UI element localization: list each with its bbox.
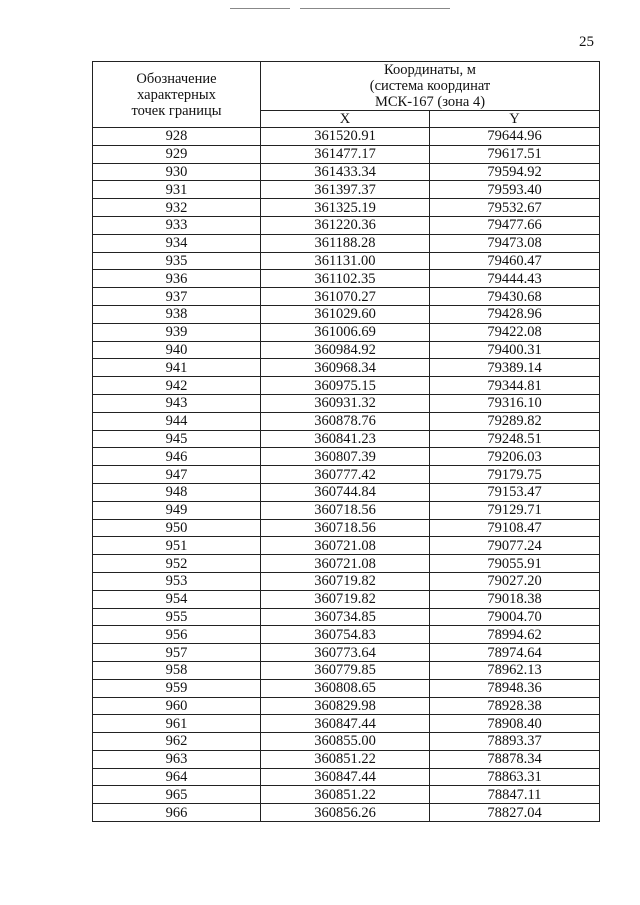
x-coordinate-cell: 360847.44 — [261, 768, 430, 786]
point-id-cell: 936 — [93, 270, 261, 288]
x-coordinate-cell: 360968.34 — [261, 359, 430, 377]
table-row — [93, 341, 600, 359]
coordinates-header — [261, 62, 600, 111]
x-coordinate-cell: 360744.84 — [261, 483, 430, 501]
table-row — [93, 626, 600, 644]
table-row — [93, 715, 600, 733]
x-coordinate-cell: 361325.19 — [261, 199, 430, 217]
x-coordinate-cell: 360779.85 — [261, 661, 430, 679]
x-coordinate-cell: 360719.82 — [261, 590, 430, 608]
y-coordinate-cell: 79460.47 — [430, 252, 600, 270]
point-id-cell: 948 — [93, 483, 261, 501]
table-body — [93, 128, 600, 822]
point-id-cell: 928 — [93, 128, 261, 146]
table-row — [93, 519, 600, 537]
table-row — [93, 199, 600, 217]
point-id-cell: 959 — [93, 679, 261, 697]
y-coordinate-cell: 79400.31 — [430, 341, 600, 359]
table-row — [93, 750, 600, 768]
table-row — [93, 323, 600, 341]
table-row — [93, 644, 600, 662]
table-row — [93, 288, 600, 306]
point-id-cell: 957 — [93, 644, 261, 662]
x-coordinate-cell: 360777.42 — [261, 466, 430, 484]
x-coordinate-cell: 360754.83 — [261, 626, 430, 644]
point-id-cell: 961 — [93, 715, 261, 733]
table-row — [93, 697, 600, 715]
y-coordinate-cell: 79206.03 — [430, 448, 600, 466]
table-row — [93, 412, 600, 430]
y-coordinate-cell: 78847.11 — [430, 786, 600, 804]
y-coordinate-cell: 78974.64 — [430, 644, 600, 662]
table-row — [93, 359, 600, 377]
table-row — [93, 128, 600, 146]
point-id-cell: 956 — [93, 626, 261, 644]
table-row — [93, 483, 600, 501]
point-id-cell: 952 — [93, 555, 261, 573]
x-coordinate-cell: 360984.92 — [261, 341, 430, 359]
point-id-cell: 934 — [93, 234, 261, 252]
y-coordinate-cell: 79422.08 — [430, 323, 600, 341]
table-row — [93, 163, 600, 181]
x-coordinate-cell: 360841.23 — [261, 430, 430, 448]
y-coordinate-cell: 79129.71 — [430, 501, 600, 519]
table-row — [93, 786, 600, 804]
y-coordinate-cell: 79055.91 — [430, 555, 600, 573]
table-row — [93, 501, 600, 519]
x-coordinate-cell: 361397.37 — [261, 181, 430, 199]
x-coordinate-cell: 361520.91 — [261, 128, 430, 146]
table-row — [93, 181, 600, 199]
point-id-cell: 947 — [93, 466, 261, 484]
point-id-cell: 954 — [93, 590, 261, 608]
x-coordinate-cell: 361029.60 — [261, 305, 430, 323]
x-coordinate-cell: 360734.85 — [261, 608, 430, 626]
table-row — [93, 234, 600, 252]
point-label-line: точек границы — [131, 102, 222, 119]
x-coordinate-cell: 361220.36 — [261, 216, 430, 234]
point-id-cell: 933 — [93, 216, 261, 234]
table-row — [93, 430, 600, 448]
point-id-cell: 951 — [93, 537, 261, 555]
point-id-cell: 949 — [93, 501, 261, 519]
y-coordinate-cell: 79027.20 — [430, 572, 600, 590]
point-id-cell: 965 — [93, 786, 261, 804]
point-id-cell: 929 — [93, 145, 261, 163]
x-column-header: X — [261, 111, 430, 128]
table-row — [93, 537, 600, 555]
x-coordinate-cell: 360856.26 — [261, 804, 430, 822]
point-id-cell: 963 — [93, 750, 261, 768]
x-coordinate-cell: 360878.76 — [261, 412, 430, 430]
y-coordinate-cell: 79179.75 — [430, 466, 600, 484]
table-row — [93, 305, 600, 323]
y-coordinate-cell: 79444.43 — [430, 270, 600, 288]
point-id-cell: 932 — [93, 199, 261, 217]
point-id-cell: 939 — [93, 323, 261, 341]
y-coordinate-cell: 79344.81 — [430, 377, 600, 395]
table-row — [93, 145, 600, 163]
x-coordinate-cell: 360807.39 — [261, 448, 430, 466]
point-label-line: характерных — [137, 86, 216, 103]
y-coordinate-cell: 79430.68 — [430, 288, 600, 306]
y-coordinate-cell: 78863.31 — [430, 768, 600, 786]
table-row — [93, 377, 600, 395]
y-coordinate-cell: 78994.62 — [430, 626, 600, 644]
x-coordinate-cell: 360829.98 — [261, 697, 430, 715]
coordinates-label-line: МСК-167 (зона 4) — [374, 94, 486, 110]
point-label-line: Обозначение — [136, 70, 217, 87]
coordinates-table — [92, 61, 600, 822]
point-id-cell: 950 — [93, 519, 261, 537]
point-id-cell: 930 — [93, 163, 261, 181]
point-id-cell: 938 — [93, 305, 261, 323]
y-coordinate-cell: 79617.51 — [430, 145, 600, 163]
x-coordinate-cell: 360719.82 — [261, 572, 430, 590]
y-coordinate-cell: 78878.34 — [430, 750, 600, 768]
table-row — [93, 448, 600, 466]
table-row — [93, 394, 600, 412]
table-row — [93, 466, 600, 484]
y-coordinate-cell: 79428.96 — [430, 305, 600, 323]
top-divider — [230, 8, 290, 9]
x-coordinate-cell: 361131.00 — [261, 252, 430, 270]
y-coordinate-cell: 79004.70 — [430, 608, 600, 626]
point-id-cell: 937 — [93, 288, 261, 306]
coordinates-label-line: Координаты, м — [384, 62, 476, 78]
table-row — [93, 661, 600, 679]
y-coordinate-cell: 78893.37 — [430, 733, 600, 751]
table-row — [93, 608, 600, 626]
x-coordinate-cell: 361188.28 — [261, 234, 430, 252]
x-coordinate-cell: 360847.44 — [261, 715, 430, 733]
x-coordinate-cell: 360721.08 — [261, 537, 430, 555]
y-coordinate-cell: 79477.66 — [430, 216, 600, 234]
table-row — [93, 572, 600, 590]
point-id-cell: 944 — [93, 412, 261, 430]
x-coordinate-cell: 361433.34 — [261, 163, 430, 181]
point-id-cell: 953 — [93, 572, 261, 590]
point-id-cell: 940 — [93, 341, 261, 359]
top-divider — [300, 8, 450, 9]
y-coordinate-cell: 79108.47 — [430, 519, 600, 537]
y-coordinate-cell: 79077.24 — [430, 537, 600, 555]
point-id-cell: 966 — [93, 804, 261, 822]
x-coordinate-cell: 361102.35 — [261, 270, 430, 288]
table-row — [93, 252, 600, 270]
table-row — [93, 216, 600, 234]
page-number: 25 — [579, 34, 594, 50]
y-coordinate-cell: 79389.14 — [430, 359, 600, 377]
point-id-cell: 935 — [93, 252, 261, 270]
point-label-header — [93, 62, 261, 128]
x-coordinate-cell: 360975.15 — [261, 377, 430, 395]
point-id-cell: 960 — [93, 697, 261, 715]
point-id-cell: 964 — [93, 768, 261, 786]
y-coordinate-cell: 78948.36 — [430, 679, 600, 697]
y-coordinate-cell: 79248.51 — [430, 430, 600, 448]
x-coordinate-cell: 360773.64 — [261, 644, 430, 662]
x-coordinate-cell: 361070.27 — [261, 288, 430, 306]
point-id-cell: 931 — [93, 181, 261, 199]
y-coordinate-cell: 79594.92 — [430, 163, 600, 181]
point-id-cell: 941 — [93, 359, 261, 377]
point-id-cell: 955 — [93, 608, 261, 626]
y-coordinate-cell: 79018.38 — [430, 590, 600, 608]
point-id-cell: 945 — [93, 430, 261, 448]
x-coordinate-cell: 361006.69 — [261, 323, 430, 341]
y-coordinate-cell: 79473.08 — [430, 234, 600, 252]
y-coordinate-cell: 78962.13 — [430, 661, 600, 679]
point-id-cell: 942 — [93, 377, 261, 395]
x-coordinate-cell: 360718.56 — [261, 519, 430, 537]
y-coordinate-cell: 78908.40 — [430, 715, 600, 733]
y-coordinate-cell: 79593.40 — [430, 181, 600, 199]
y-coordinate-cell: 79289.82 — [430, 412, 600, 430]
table-row — [93, 733, 600, 751]
point-id-cell: 958 — [93, 661, 261, 679]
y-coordinate-cell: 79316.10 — [430, 394, 600, 412]
point-id-cell: 946 — [93, 448, 261, 466]
x-coordinate-cell: 360851.22 — [261, 786, 430, 804]
y-coordinate-cell: 78827.04 — [430, 804, 600, 822]
x-coordinate-cell: 360855.00 — [261, 733, 430, 751]
x-coordinate-cell: 360931.32 — [261, 394, 430, 412]
x-coordinate-cell: 360851.22 — [261, 750, 430, 768]
table-row — [93, 768, 600, 786]
y-coordinate-cell: 79153.47 — [430, 483, 600, 501]
y-coordinate-cell: 79532.67 — [430, 199, 600, 217]
y-column-header: Y — [430, 111, 600, 128]
y-coordinate-cell: 79644.96 — [430, 128, 600, 146]
x-coordinate-cell: 360718.56 — [261, 501, 430, 519]
x-coordinate-cell: 360808.65 — [261, 679, 430, 697]
table-row — [93, 555, 600, 573]
table-row — [93, 804, 600, 822]
table-row — [93, 590, 600, 608]
table-row — [93, 270, 600, 288]
x-coordinate-cell: 361477.17 — [261, 145, 430, 163]
table-row — [93, 679, 600, 697]
coordinates-label-line: (система координат — [369, 78, 491, 94]
point-id-cell: 962 — [93, 733, 261, 751]
y-coordinate-cell: 78928.38 — [430, 697, 600, 715]
point-id-cell: 943 — [93, 394, 261, 412]
x-coordinate-cell: 360721.08 — [261, 555, 430, 573]
